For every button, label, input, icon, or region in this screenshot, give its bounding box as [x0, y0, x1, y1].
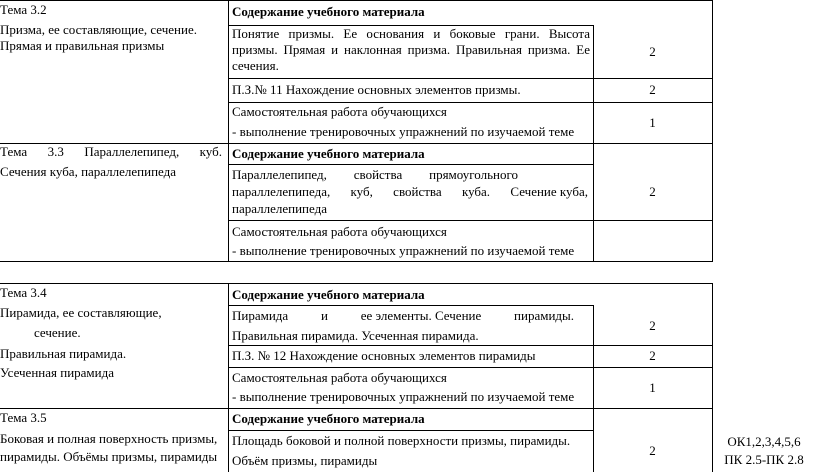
selfwork-text: - выполнение тренировочных упражнений по изучаемой теме — [232, 389, 575, 404]
topic-number: Тема 3.2 — [0, 2, 47, 17]
content-header: Содержание учебного материала — [232, 287, 425, 302]
table-border — [228, 102, 712, 103]
table-border — [228, 0, 229, 262]
table-border — [228, 367, 712, 368]
practice-text: П.З. № 12 Нахождение основных элементов пирамиды — [232, 348, 536, 363]
table-border — [712, 0, 713, 262]
topic-title: Сечения куба, параллелепипеда — [0, 164, 177, 179]
table-border — [228, 305, 593, 306]
topic-title: Правильная пирамида. — [0, 346, 127, 361]
hours-value: 2 — [649, 82, 656, 97]
hours-value: 2 — [649, 44, 656, 59]
selfwork-title: Самостоятельная работа обучающихся — [232, 224, 447, 239]
competencies: ОК1,2,3,4,5,6 — [727, 434, 801, 449]
hours-value: 2 — [649, 348, 656, 363]
hours-value: 1 — [649, 115, 656, 130]
table-border — [228, 78, 712, 79]
topic-number: Тема 3.5 — [0, 410, 47, 425]
content-text: параллелепипеда, куб, свойства куба. Сечение куба, — [232, 184, 588, 199]
table-border — [228, 345, 712, 346]
hours-value: 2 — [649, 443, 656, 458]
topic-number: Тема 3.4 — [0, 285, 47, 300]
table-border — [0, 261, 712, 262]
topic-title: Боковая и полная поверхность призмы, — [0, 431, 218, 446]
hours-value: 2 — [649, 184, 656, 199]
content-header: Содержание учебного материала — [232, 4, 425, 19]
content-text: Объём призмы, пирамиды — [232, 453, 378, 468]
hours-value: 1 — [649, 380, 656, 395]
table-border — [0, 408, 712, 409]
topic-title: Пирамида, ее составляющие, — [0, 305, 162, 320]
selfwork-text: - выполнение тренировочных упражнений по изучаемой теме — [232, 243, 575, 258]
topic-title: пирамиды. Объёмы призмы, пирамиды — [0, 449, 218, 464]
topic-title: сечение. — [34, 325, 81, 340]
content-text: Площадь боковой и полной поверхности призмы, пирамиды. — [232, 433, 571, 448]
table-border — [0, 0, 712, 1]
table-border — [228, 164, 593, 165]
content-text: Пирамида и ее элементы. Сечение пирамиды. — [232, 308, 574, 323]
topic-title: Тема 3.3 Параллелепипед, куб. — [0, 144, 222, 159]
selfwork-title: Самостоятельная работа обучающихся — [232, 104, 447, 119]
competencies: ПК 2.5-ПК 2.8 — [724, 452, 804, 467]
topic-title: Прямая и правильная призмы — [0, 38, 165, 53]
content-header: Содержание учебного материала — [232, 146, 425, 161]
table-border — [228, 283, 229, 472]
topic-title: Усеченная пирамида — [0, 365, 114, 380]
hours-value: 2 — [649, 318, 656, 333]
table-border — [0, 283, 712, 284]
content-text: Параллелепипед, свойства прямоугольного — [232, 167, 518, 182]
table-border — [228, 430, 593, 431]
table-border — [593, 25, 594, 262]
selfwork-title: Самостоятельная работа обучающихся — [232, 370, 447, 385]
content-text: Понятие призмы. Ее основания и боковые грани. Высота призмы. Прямая и наклонная призма. Правильная призма. Ее сечения. — [232, 26, 590, 73]
content-text: Правильная пирамида. Усеченная пирамида. — [232, 328, 479, 343]
practice-text: П.З.№ 11 Нахождение основных элементов призмы. — [232, 82, 521, 97]
content-text: параллелепипеда — [232, 201, 327, 216]
table-border — [228, 220, 712, 221]
content-header: Содержание учебного материала — [232, 411, 425, 426]
topic-title: Призма, ее составляющие, сечение. — [0, 22, 197, 37]
selfwork-text: - выполнение тренировочных упражнений по изучаемой теме — [232, 124, 575, 139]
